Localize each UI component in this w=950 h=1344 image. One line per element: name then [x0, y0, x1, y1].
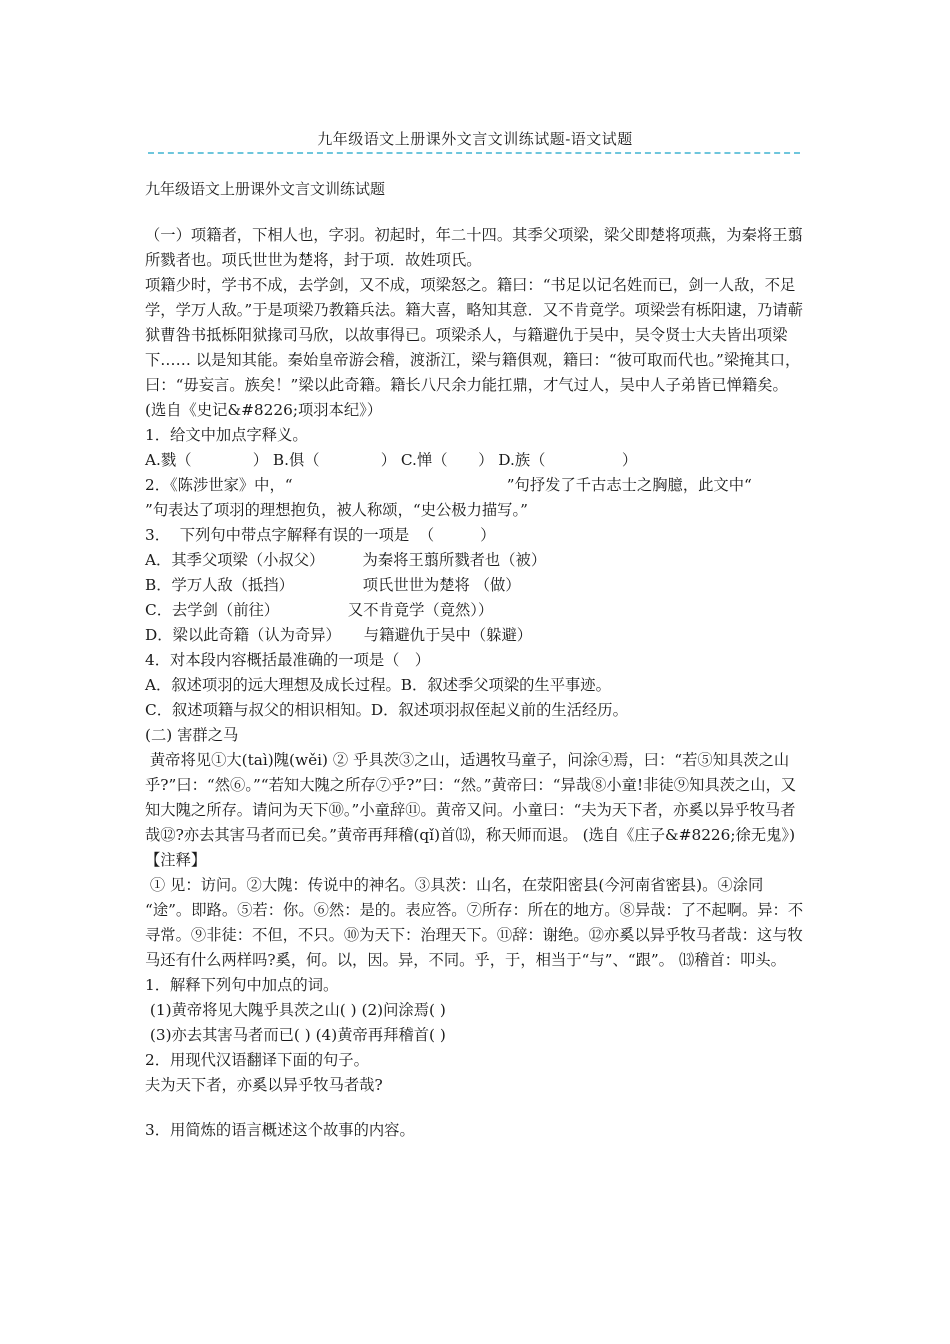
question-4-options-ab: A．叙述项羽的远大理想及成长过程。B．叙述季父项梁的生平事迹。 — [145, 676, 611, 694]
question-2: 2．《陈涉世家》中，“ ”句抒发了千古志士之胸臆，此文中“ ”句表达了项羽的理想抱负，被人称颂，“史公极力描写。” — [145, 476, 844, 519]
part-two-question-1-items-a: (1)黄帝将见大隗乎具茨之山( ) (2)问涂焉( ) — [145, 1001, 446, 1019]
notes-body: ① 见：访问。②大隗：传说中的神名。③具茨：山名，在荥阳密县(今河南省密县)。④涂同 “途”。即路。⑤若：你。⑥然：是的。表应答。⑦所存：所在的地方。⑧异哉：了不起啊。异：不寻常。⑨非徒：不但，不只。⑩为天下：治理天下。⑪辞：谢绝。⑫亦奚以异乎牧马者哉：这与牧马还有什么两样吗?奚，何。以，因。异，不同。乎，于，相当于“与”、“跟”。 ⒀稽首：叩头。 — [145, 876, 804, 969]
question-3-option-b: B．学万人敌（抵挡） 项氏世世为楚将 （做） — [145, 576, 521, 594]
part-two-question-1: 1．解释下列句中加点的词。 — [145, 976, 339, 994]
notes-heading: 【注释】 — [145, 851, 207, 869]
part-two-question-2: 2．用现代汉语翻译下面的句子。 — [145, 1051, 369, 1069]
question-3-option-c: C．去学剑（前往） 又不肯竟学（竟然）） — [145, 601, 494, 619]
passage-two-body: 黄帝将见①大(taì)隗(wěi) ② 乎具茨③之山，适遇牧马童子，问涂④焉，曰：“若⑤知具茨之山乎?”曰：“然⑥。”“若知大隗之所存⑦乎?”曰：“然。”黄帝曰：“异哉⑧小童!非徒⑨知具茨之山，又知大隗之所存。请问为天下⑩。”小童辞⑪。黄帝又问。小童曰：“夫为天下者，亦奚以异乎牧马者哉⑫?亦去其害马者而已矣。”黄帝再拜稽(qǐ)首⒀，称天师而退。 (选自《庄子&#8226;徐无鬼》) — [145, 751, 797, 844]
part-two-question-2-sentence: 夫为天下者，亦奚以异乎牧马者哉? — [145, 1076, 383, 1094]
title-divider — [148, 152, 800, 154]
document-title: 九年级语文上册课外文言文训练试题-语文试题 — [317, 130, 633, 148]
question-1: 1．给文中加点字释义。 — [145, 426, 308, 444]
question-4-options-cd: C．叙述项籍与叔父的相识相知。D．叙述项羽叔侄起义前的生活经历。 — [145, 701, 628, 719]
document-body — [145, 223, 844, 1143]
question-3: 3． 下列句中带点字解释有误的一项是 （ ） — [145, 526, 496, 544]
question-3-option-d: D．梁以此奇籍（认为奇异） 与籍避仇于吴中（躲避） — [145, 626, 533, 644]
document-subtitle: 九年级语文上册课外文言文训练试题 — [145, 180, 386, 198]
part-two-question-1-items-b: (3)亦去其害马者而已( ) (4)黄帝再拜稽首( ) — [145, 1026, 446, 1044]
answer-space — [145, 1098, 805, 1118]
question-3-option-a: A．其季父项梁（小叔父） 为秦将王翦所戮者也（被） — [145, 551, 547, 569]
part-two-question-3: 3．用简炼的语言概述这个故事的内容。 — [145, 1121, 415, 1139]
passage-two-heading: (二) 害群之马 — [145, 726, 239, 744]
passage-one-body: 项籍少时，学书不成，去学剑，又不成，项梁怒之。籍曰：“书足以记名姓而已，剑一人敌，不足学，学万人敌。”于是项梁乃教籍兵法。籍大喜，略知其意．又不肯竟学。项梁尝有栎阳逮，乃请蕲狱曹咎书抵栎阳狱掾司马欣，以故事得已。项梁杀人，与籍避仇于吴中，吴令贤士大夫皆出项梁下…… 以是知其能。秦始皇帝游会稽，渡浙江，梁与籍俱观，籍曰：“彼可取而代也。”梁掩其口，曰：“毋妄言。族矣！”梁以此奇籍。籍长八尺余力能扛鼎，才气过人，吴中人子弟皆已惮籍矣。 (选自《史记&#8226;项羽本纪》） — [145, 276, 803, 419]
question-1-options: A.戮（ ） B.俱（ ） C.惮（ ） D.族（ ） — [145, 451, 638, 469]
question-4: 4．对本段内容概括最准确的一项是（ ） — [145, 651, 431, 669]
passage-one-intro: （一）项籍者，下相人也，字羽。初起时，年二十四。其季父项梁，梁父即楚将项燕，为秦将王翦所戮者也。项氏世世为楚将，封于项．故姓项氏。 — [145, 226, 803, 269]
